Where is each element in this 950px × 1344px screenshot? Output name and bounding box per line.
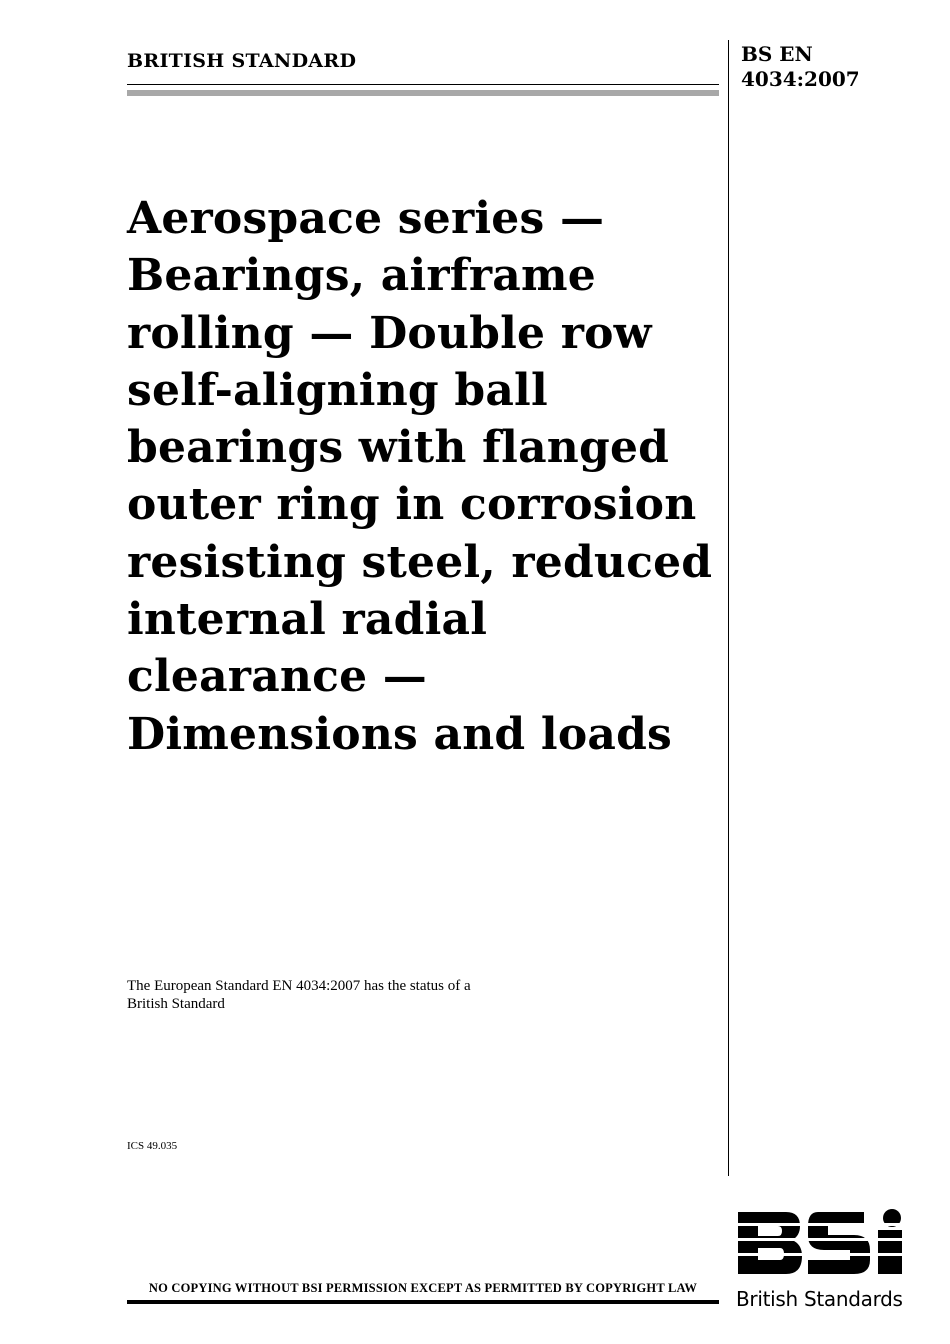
header-rule-thin <box>127 84 719 85</box>
title-line: self-aligning ball <box>127 364 548 416</box>
title-line: Dimensions and loads <box>127 708 673 760</box>
bsi-wordmark-graphic <box>736 1208 908 1280</box>
title-line: outer ring in corrosion <box>127 479 697 531</box>
status-statement <box>127 977 587 1013</box>
ics-code: ICS 49.035 <box>127 1140 178 1152</box>
title-line: resisting steel, reduced <box>127 536 713 588</box>
copyright-notice: NO COPYING WITHOUT BSI PERMISSION EXCEPT AS PERMITTED BY COPYRIGHT LAW <box>148 1281 698 1295</box>
title-line: Aerospace series — <box>127 193 605 244</box>
title-line: clearance — <box>127 651 427 703</box>
title-line: Bearings, airframe <box>127 250 596 302</box>
footer-rule <box>127 1300 719 1304</box>
header-rule-thick <box>127 90 719 96</box>
vertical-divider <box>728 40 729 1176</box>
standard-number-line2: 4034:2007 <box>741 67 860 91</box>
title-line: bearings with flanged <box>127 422 670 474</box>
standard-number-line1: BS EN <box>741 42 813 66</box>
status-line: British Standard <box>127 996 225 1012</box>
bsi-subtitle: British Standards <box>736 1287 903 1311</box>
document-title <box>127 190 727 763</box>
title-line: rolling — Double row <box>127 307 652 359</box>
status-line: The European Standard EN 4034:2007 has the status of a <box>127 978 471 994</box>
title-line: internal radial <box>127 594 488 646</box>
document-type-label: BRITISH STANDARD <box>127 50 357 72</box>
standard-number <box>741 42 921 92</box>
